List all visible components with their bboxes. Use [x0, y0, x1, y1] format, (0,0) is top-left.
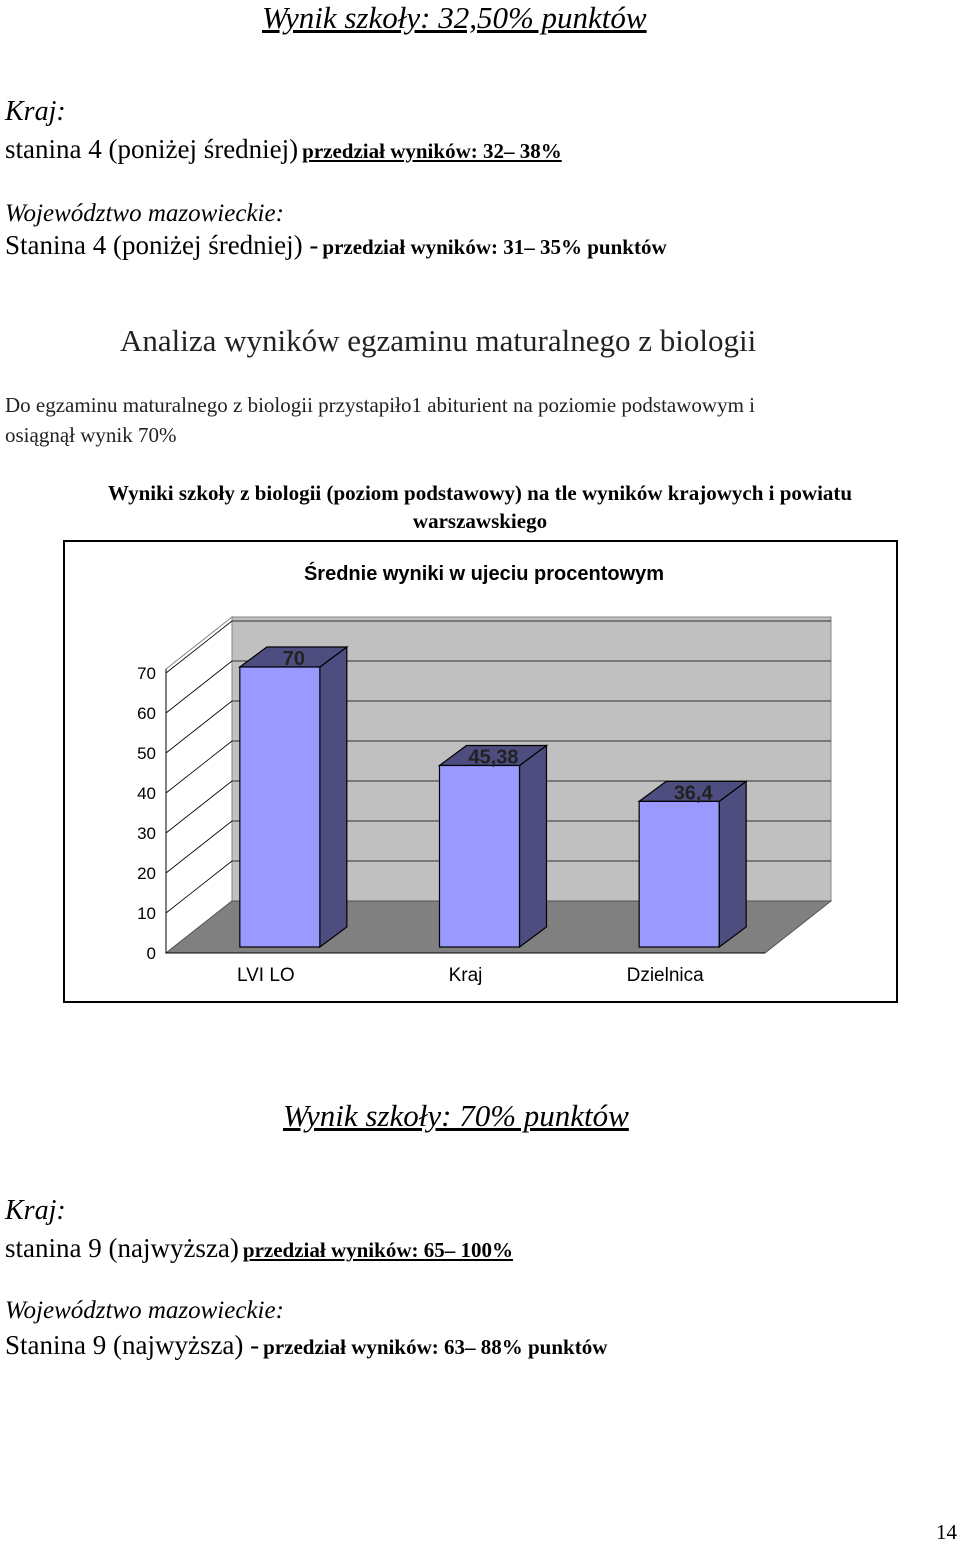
- bar: [240, 667, 320, 947]
- country-stanine-line-2: [5, 1233, 513, 1264]
- country-stanine-line: [5, 134, 562, 165]
- paragraph-line-2: osiągnął wynik 70%: [5, 423, 177, 447]
- y-tick-label: 10: [137, 904, 156, 923]
- region-stanine-2: Stanina 9 (najwyższa) -: [5, 1330, 260, 1360]
- country-stanine-2: stanina 9 (najwyższa): [5, 1233, 239, 1263]
- school-result-heading-2: Wynik szkoły: 70% punktów: [283, 1098, 629, 1133]
- region-label: Województwo mazowieckie:: [5, 200, 284, 227]
- region-stanine-line: [5, 230, 667, 261]
- bar-side: [719, 781, 746, 947]
- region-label-2: Województwo mazowieckie:: [5, 1297, 284, 1324]
- chart-title: Średnie wyniki w ujeciu procentowym: [303, 563, 665, 585]
- region-range: przedział wyników: 31– 35% punktów: [322, 235, 667, 259]
- bar-chart: [63, 540, 898, 1003]
- x-category-label: Dzielnica: [626, 965, 704, 986]
- bar: [440, 765, 520, 947]
- country-range-2: przedział wyników: 65– 100%: [242, 1238, 513, 1262]
- region-stanine: Stanina 4 (poniżej średniej) -: [5, 230, 319, 260]
- country-label: Kraj:: [5, 96, 66, 127]
- x-category-label: Kraj: [448, 965, 483, 986]
- school-result-heading: Wynik szkoły: 32,50% punktów: [262, 0, 647, 35]
- chart-canvas: [65, 542, 896, 1001]
- bar-value-label: 70: [282, 648, 305, 670]
- bar: [639, 801, 719, 947]
- section-title: Analiza wyników egzaminu maturalnego z biologii: [120, 323, 757, 358]
- country-stanine: stanina 4 (poniżej średniej): [5, 134, 299, 164]
- region-range-2: przedział wyników: 63– 88% punktów: [263, 1335, 608, 1359]
- bar-side: [320, 647, 347, 947]
- paragraph-line-1: Do egzaminu maturalnego z biologii przystapiło1 abiturient na poziomie podstawowym i: [5, 393, 755, 417]
- chart-caption-line-1: Wyniki szkoły z biologii (poziom podstawowy) na tle wyników krajowych i powiatu: [107, 481, 853, 505]
- country-range: przedział wyników: 32– 38%: [302, 139, 562, 163]
- y-tick-label: 70: [137, 664, 156, 683]
- page-number: 14: [936, 1520, 957, 1544]
- bar-side: [520, 745, 547, 947]
- y-tick-label: 60: [137, 704, 156, 723]
- country-label-2: Kraj:: [5, 1195, 66, 1226]
- y-tick-label: 50: [137, 744, 156, 763]
- y-tick-label: 40: [137, 784, 156, 803]
- x-category-label: LVI LO: [236, 965, 295, 986]
- bar-value-label: 45,38: [468, 746, 519, 769]
- bar-value-label: 36,4: [673, 782, 713, 805]
- y-tick-label: 30: [137, 824, 156, 843]
- chart-caption-line-2: warszawskiego: [412, 509, 548, 533]
- y-tick-label: 20: [137, 864, 156, 883]
- region-stanine-line-2: [5, 1330, 607, 1361]
- y-tick-label: 0: [146, 944, 156, 963]
